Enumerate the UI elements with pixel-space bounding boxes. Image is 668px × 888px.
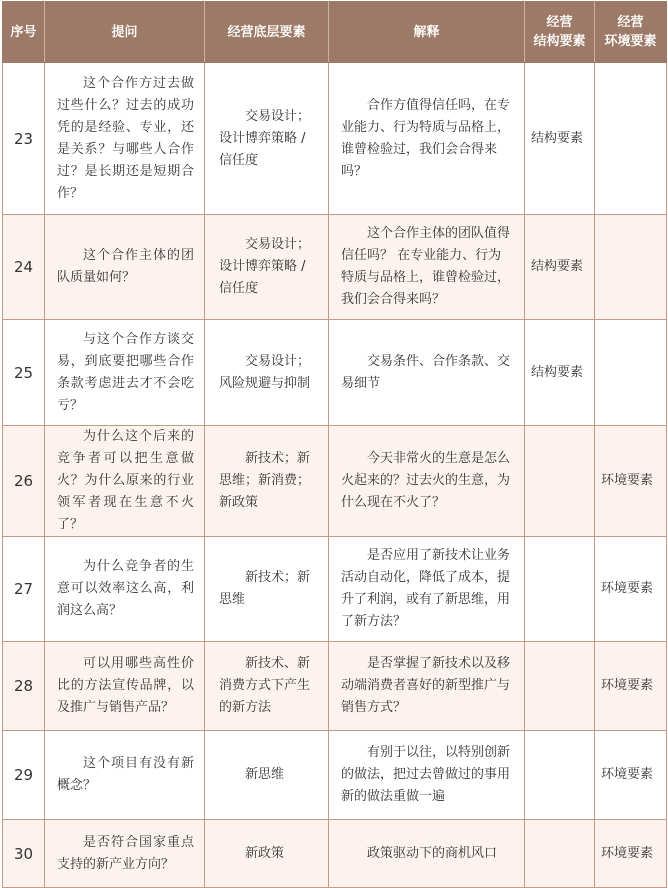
cell-question: [45, 63, 205, 215]
cell-elements: [205, 537, 329, 642]
header-elements: 经营底层要素: [205, 2, 329, 63]
cell-structure: [525, 731, 595, 820]
cell-explanation: [329, 63, 525, 215]
explanation-text: 交易条件、合作条款、交易细节: [341, 353, 511, 391]
cell-elements: [205, 426, 329, 537]
question-text: 可以用哪些高性价比的方法宣传品牌，以及推广与销售产品？: [57, 656, 194, 715]
cell-structure: 结构要素: [525, 215, 595, 320]
header-structure-line1: 经营: [546, 15, 573, 30]
cell-environment: [595, 215, 667, 320]
cell-seq: 24: [3, 215, 45, 320]
cell-question: [45, 537, 205, 642]
cell-question: [45, 426, 205, 537]
cell-explanation: [329, 820, 525, 888]
table-row: [3, 215, 667, 320]
cell-explanation: [329, 731, 525, 820]
table-row: [3, 731, 667, 820]
explanation-text: 有别于以往，以特别创新的做法，把过去曾做过的事用新的做法重做一遍: [341, 745, 511, 804]
cell-elements: [205, 63, 329, 215]
elements-text: 交易设计；设计博弈策略 / 信任度: [219, 108, 311, 168]
header-question: 提问: [45, 2, 205, 63]
table-row: [3, 642, 667, 731]
header-structure: [525, 2, 595, 63]
question-text: 为什么这个后来的竞争者可以把生意做火？为什么原来的行业领军者现在生意不火了？: [57, 429, 194, 532]
cell-question: [45, 820, 205, 888]
cell-structure: [525, 537, 595, 642]
cell-question: [45, 215, 205, 320]
cell-seq: 25: [3, 320, 45, 426]
cell-explanation: [329, 537, 525, 642]
cell-explanation: [329, 426, 525, 537]
cell-seq: 27: [3, 537, 45, 642]
table-row: [3, 63, 667, 215]
cell-environment: 环境要素: [595, 537, 667, 642]
header-environment: [595, 2, 667, 63]
header-seq: 序号: [3, 2, 45, 63]
explanation-text: 是否应用了新技术让业务活动自动化，降低了成本，提升了利润，或有了新思维，用了新方法？: [341, 548, 511, 629]
business-elements-table: [2, 1, 667, 888]
header-environment-line1: 经营: [617, 15, 644, 30]
cell-elements: [205, 820, 329, 888]
cell-seq: 26: [3, 426, 45, 537]
question-text: 为什么竞争者的生意可以效率这么高，利润这么高？: [57, 559, 194, 618]
cell-structure: [525, 426, 595, 537]
cell-environment: 环境要素: [595, 731, 667, 820]
cell-elements: [205, 731, 329, 820]
cell-structure: [525, 820, 595, 888]
elements-text: 交易设计；风险规避与抑制: [219, 353, 311, 391]
cell-seq: 30: [3, 820, 45, 888]
question-text: 是否符合国家重点支持的新产业方向？: [57, 834, 194, 872]
cell-environment: [595, 63, 667, 215]
cell-elements: [205, 642, 329, 731]
cell-elements: [205, 215, 329, 320]
cell-environment: 环境要素: [595, 820, 667, 888]
cell-structure: 结构要素: [525, 320, 595, 426]
cell-environment: 环境要素: [595, 642, 667, 731]
table-row: [3, 426, 667, 537]
header-environment-line2: 环境要素: [604, 34, 657, 49]
cell-environment: 环境要素: [595, 426, 667, 537]
elements-text: 新思维: [245, 767, 285, 782]
question-text: 这个合作主体的团队质量如何？: [57, 248, 194, 285]
table-row: [3, 820, 667, 888]
table-header-row: [3, 2, 667, 63]
elements-text: 新技术、新消费方式下产生的新方法: [219, 656, 311, 715]
elements-text: 新政策: [245, 845, 285, 861]
question-text: 与这个合作方谈交易，到底要把哪些合作条款考虑进去才不会吃亏？: [57, 331, 194, 413]
elements-text: 交易设计；设计博弈策略 / 信任度: [219, 237, 311, 296]
cell-seq: 23: [3, 63, 45, 215]
table-row: [3, 320, 667, 426]
cell-seq: 29: [3, 731, 45, 820]
elements-text: 新技术；新思维: [219, 570, 311, 607]
cell-question: [45, 731, 205, 820]
cell-seq: 28: [3, 642, 45, 731]
explanation-text: 这个合作主体的团队值得信任吗？ 在专业能力、行为特质与品格上，谁曾检验过，我们会合得来吗？: [341, 226, 511, 307]
cell-explanation: [329, 642, 525, 731]
header-explanation: 解释: [329, 2, 525, 63]
cell-structure: 结构要素: [525, 63, 595, 215]
elements-text: 新技术；新思维；新消费；新政策: [219, 451, 311, 510]
explanation-text: 今天非常火的生意是怎么火起来的？过去火的生意，为什么现在不火了？: [341, 451, 511, 510]
explanation-text: 是否掌握了新技术以及移动端消费者喜好的新型推广与销售方式？: [341, 656, 511, 715]
cell-structure: [525, 642, 595, 731]
cell-elements: [205, 320, 329, 426]
cell-explanation: [329, 215, 525, 320]
cell-question: [45, 642, 205, 731]
header-structure-line2: 结构要素: [533, 34, 586, 49]
question-text: 这个项目有没有新概念？: [57, 756, 194, 793]
cell-explanation: [329, 320, 525, 426]
explanation-text: 政策驱动下的商机风口: [367, 845, 498, 861]
cell-environment: [595, 320, 667, 426]
explanation-text: 合作方值得信任吗，在专业能力、行为特质与品格上，谁曾检验过，我们会合得来吗？: [341, 97, 511, 179]
table-row: [3, 537, 667, 642]
cell-question: [45, 320, 205, 426]
question-text: 这个合作方过去做过些什么？过去的成功凭的是经验、专业，还是关系？与哪些人合作过？是长期还是短期合作？: [57, 75, 194, 201]
